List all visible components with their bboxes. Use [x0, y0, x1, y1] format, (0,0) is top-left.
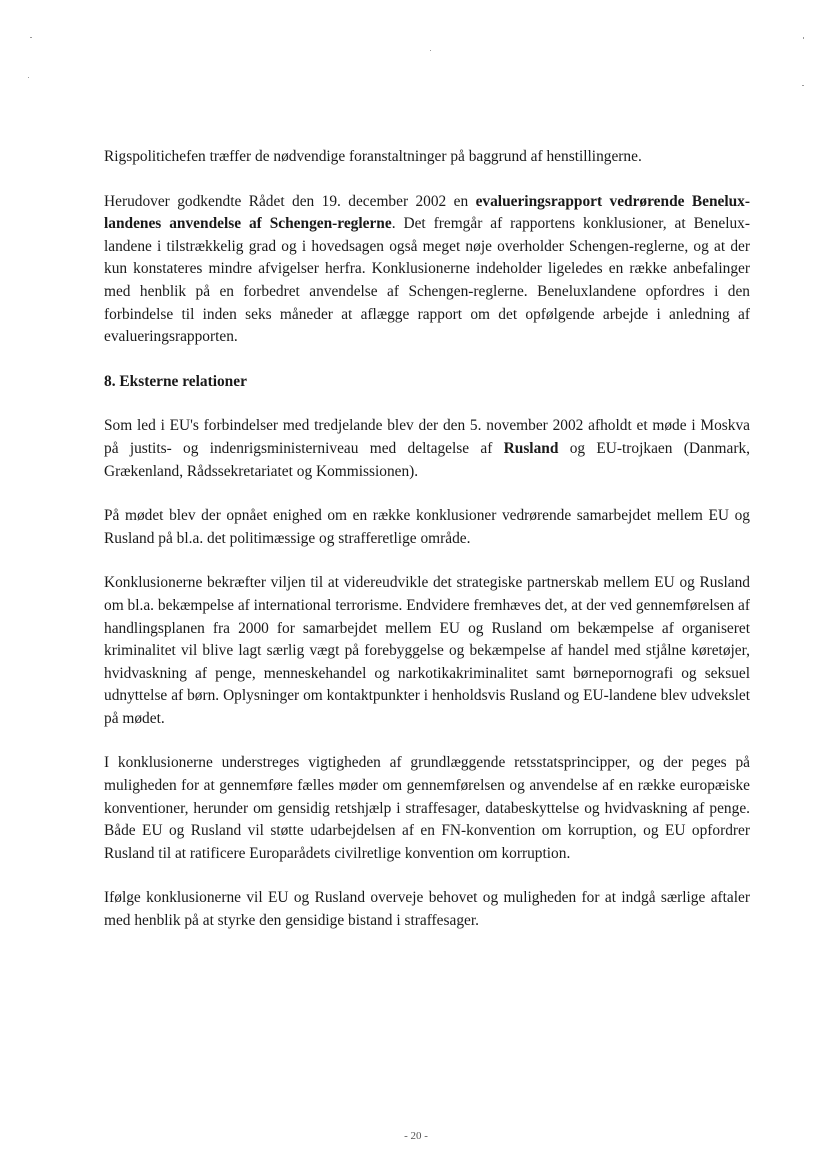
- paragraph-p5: [104, 572, 750, 730]
- paragraph-p2: [104, 191, 750, 349]
- text-segment: Ifølge konklusionerne vil EU og Rusland overveje behovet og muligheden for at indgå særlige aftaler med henblik på at styrke den gensidige bistand i straffesager.: [104, 889, 750, 930]
- document-body: [104, 146, 750, 955]
- paragraph-p4: [104, 505, 750, 550]
- text-segment: . Det fremgår af rapportens konklusioner, at Benelux-landene i tilstrækkelig grad og i hovedsagen også meget nøje overholder Schengen-reglerne, og at der kun konstateres mindre afvigelser herfra. Konklusionerne indeholder ligeledes en række anbefalinger med henblik på en forbedret anvendelse af Schengen-reglerne. Beneluxlandene opfordres i den forbindelse til inden seks måneder at aflægge rapport om det opfølgende arbejde i anledning af evalueringsrapporten.: [104, 215, 750, 346]
- scan-speck: [430, 50, 431, 51]
- paragraph-p6: [104, 752, 750, 865]
- paragraph-p1: [104, 146, 750, 169]
- scan-speck: [28, 77, 29, 78]
- scan-speck: [803, 37, 804, 39]
- bold-text: evalueringsrapport vedrørende Benelux-landenes anvendelse af Schengen-reglerne: [104, 192, 750, 233]
- scan-speck: [802, 85, 804, 86]
- page-number: - 20 -: [404, 1130, 428, 1142]
- paragraph-p7: [104, 887, 750, 932]
- text-segment: Konklusionerne bekræfter viljen til at videreudvikle det strategiske partnerskab mellem EU og Rusland om bl.a. bekæmpelse af international terrorisme. Endvidere fremhæves det, at der ved gennemførelsen af handlingsplanen fra 2000 for samarbejdet mellem EU og Rusland om bekæmpelse af organiseret kriminalitet vil blive lagt særlig vægt på forebyggelse og bekæmpelse af handel med stjålne køretøjer, hvidvaskning af penge, menneskehandel og narkotikakriminalitet samt børnepornografi og seksuel udnyttelse af børn. Oplysninger om kontaktpunkter i henholdsvis Rusland og EU-landene blev udvekslet på mødet.: [104, 574, 750, 727]
- text-segment: Som led i EU's forbindelser med tredjelande blev der den 5. november 2002 afholdt et møde i Moskva på justits- og indenrigsministerniveau med deltagelse af: [104, 417, 750, 457]
- text-segment: På mødet blev der opnået enighed om en række konklusioner vedrørende samarbejdet mellem EU og Rusland på bl.a. det politimæssige og strafferetlige område.: [104, 507, 750, 547]
- text-segment: Rigspolitichefen træffer de nødvendige foranstaltninger på baggrund af henstillingerne.: [104, 148, 642, 165]
- bold-text: Rusland: [503, 439, 559, 457]
- text-segment: og EU-trojkaen (Danmark, Grækenland, Rådssekretariatet og Kommissionen).: [104, 439, 750, 480]
- scan-speck: [30, 37, 32, 38]
- paragraph-p3: [104, 415, 750, 483]
- bold-text: 8. Eksterne relationer: [104, 372, 247, 390]
- text-segment: Herudover godkendte Rådet den 19. december 2002 en: [104, 192, 476, 210]
- section-heading: [104, 371, 750, 394]
- text-segment: I konklusionerne understreges vigtigheden af grundlæggende retsstatsprincipper, og der peges på muligheden for at gennemføre fælles møder om gennemførelsen og anvendelse af en række europæiske konventioner, herunder om gensidig retshjælp i straffesager, databeskyttelse og hvidvaskning af penge. Både EU og Rusland vil støtte udarbejdelsen af en FN-konvention om korruption, og EU opfordrer Rusland til at ratificere Europarådets civilretlige konvention om korruption.: [104, 754, 750, 862]
